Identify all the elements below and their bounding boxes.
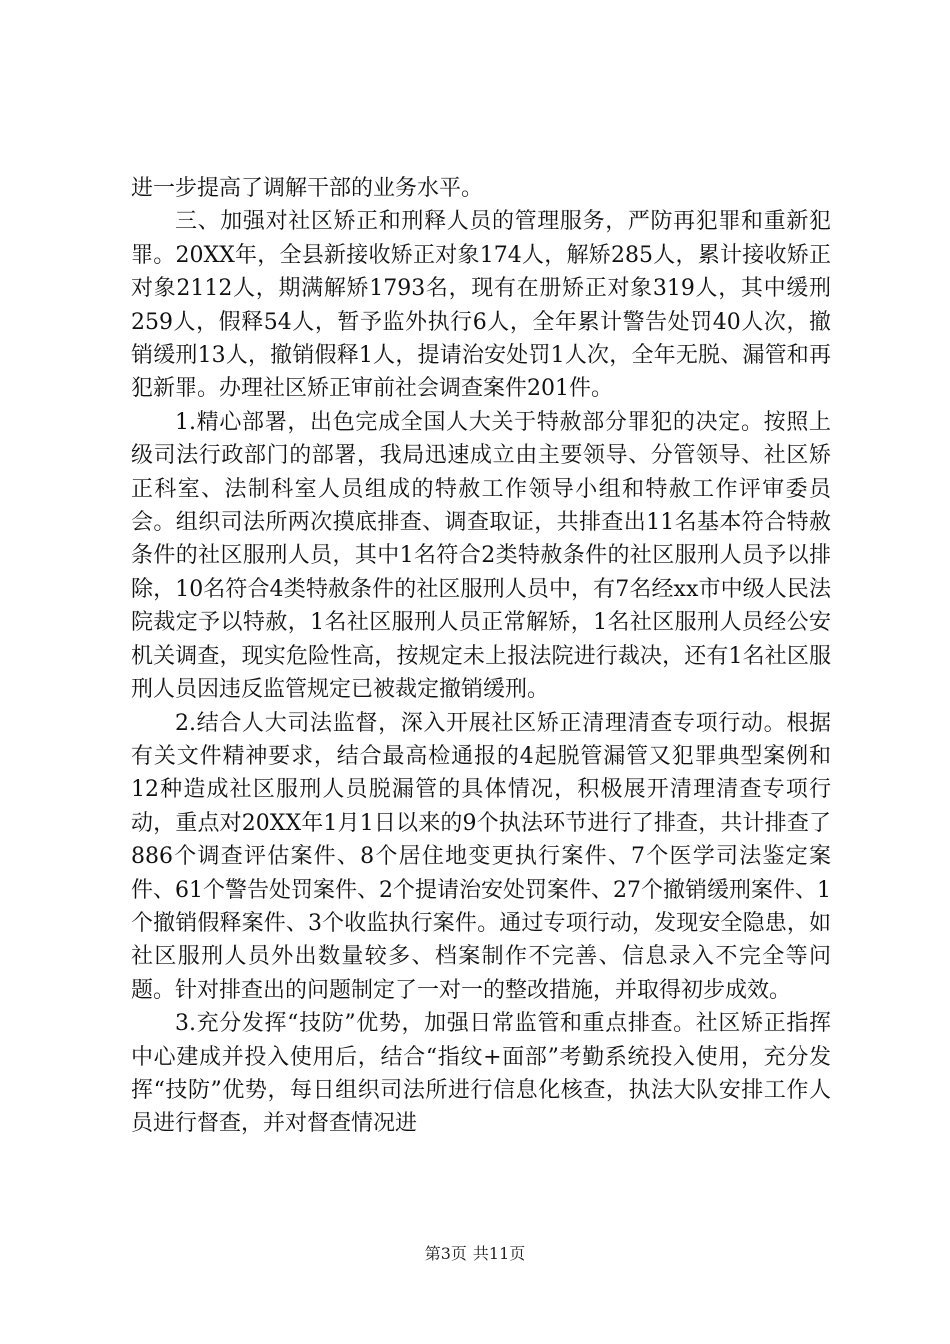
paragraph-item-3: 3.充分发挥“技防”优势，加强日常监管和重点排查。社区矫正指挥中心建成并投入使用后，结合“指纹+面部”考勤系统投入使用，充分发挥“技防”优势，每日组织司法所进行信息化核查，执法大队安排工作人员进行督查，并对督查情况进 (131, 1011, 831, 1137)
paragraph-item-2: 2.结合人大司法监督，深入开展社区矫正清理清查专项行动。根据有关文件精神要求，结合最高检通报的4起脱管漏管又犯罪典型案例和12种造成社区服刑人员脱漏管的具体情况，积极展开清理清查专项行动，重点对20XX年1月1日以来的9个执法环节进行了排查，共计排查了886个调查评估案件、8个居住地变更执行案件、7个医学司法鉴定案件、61个警告处罚案件、2个提请治安处罚案件、27个撤销缓刑案件、1个撤销假释案件、3个收监执行案件。通过专项行动，发现安全隐患，如社区服刑人员外出数量较多、档案制作不完善、信息录入不完全等问题。针对排查出的问题制定了一对一的整改措施，并取得初步成效。 (131, 710, 831, 1003)
document-body (131, 172, 831, 1141)
page-number: 第3页 (424, 1244, 467, 1263)
page-footer (0, 1243, 950, 1265)
paragraph-section-three: 三、加强对社区矫正和刑释人员的管理服务，严防再犯罪和重新犯罪。20XX年，全县新接收矫正对象174人，解矫285人，累计接收矫正对象2112人，期满解矫1793名，现有在册矫正对象319人，其中缓刑259人，假释54人，暂予监外执行6人，全年累计警告处罚40人次，撤销缓刑13人，撤销假释1人，提请治安处罚1人次，全年无脱、漏管和再犯新罪。办理社区矫正审前社会调查案件201件。 (131, 209, 831, 402)
paragraph-item-1: 1.精心部署，出色完成全国人大关于特赦部分罪犯的决定。按照上级司法行政部门的部署，我局迅速成立由主要领导、分管领导、社区矫正科室、法制科室人员组成的特赦工作领导小组和特赦工作评审委员会。组织司法所两次摸底排查、调查取证，共排查出11名基本符合特赦条件的社区服刑人员，其中1名符合2类特赦条件的社区服刑人员予以排除，10名符合4类特赦条件的社区服刑人员中，有7名经xx市中级人民法院裁定予以特赦，1名社区服刑人员正常解矫，1名社区服刑人员经公安机关调查，现实危险性高，按规定未上报法院进行裁决，还有1名社区服刑人员因违反监管规定已被裁定撤销缓刑。 (131, 409, 831, 703)
paragraph-continuation: 进一步提高了调解干部的业务水平。 (131, 176, 484, 201)
page-total: 共11页 (472, 1244, 526, 1263)
